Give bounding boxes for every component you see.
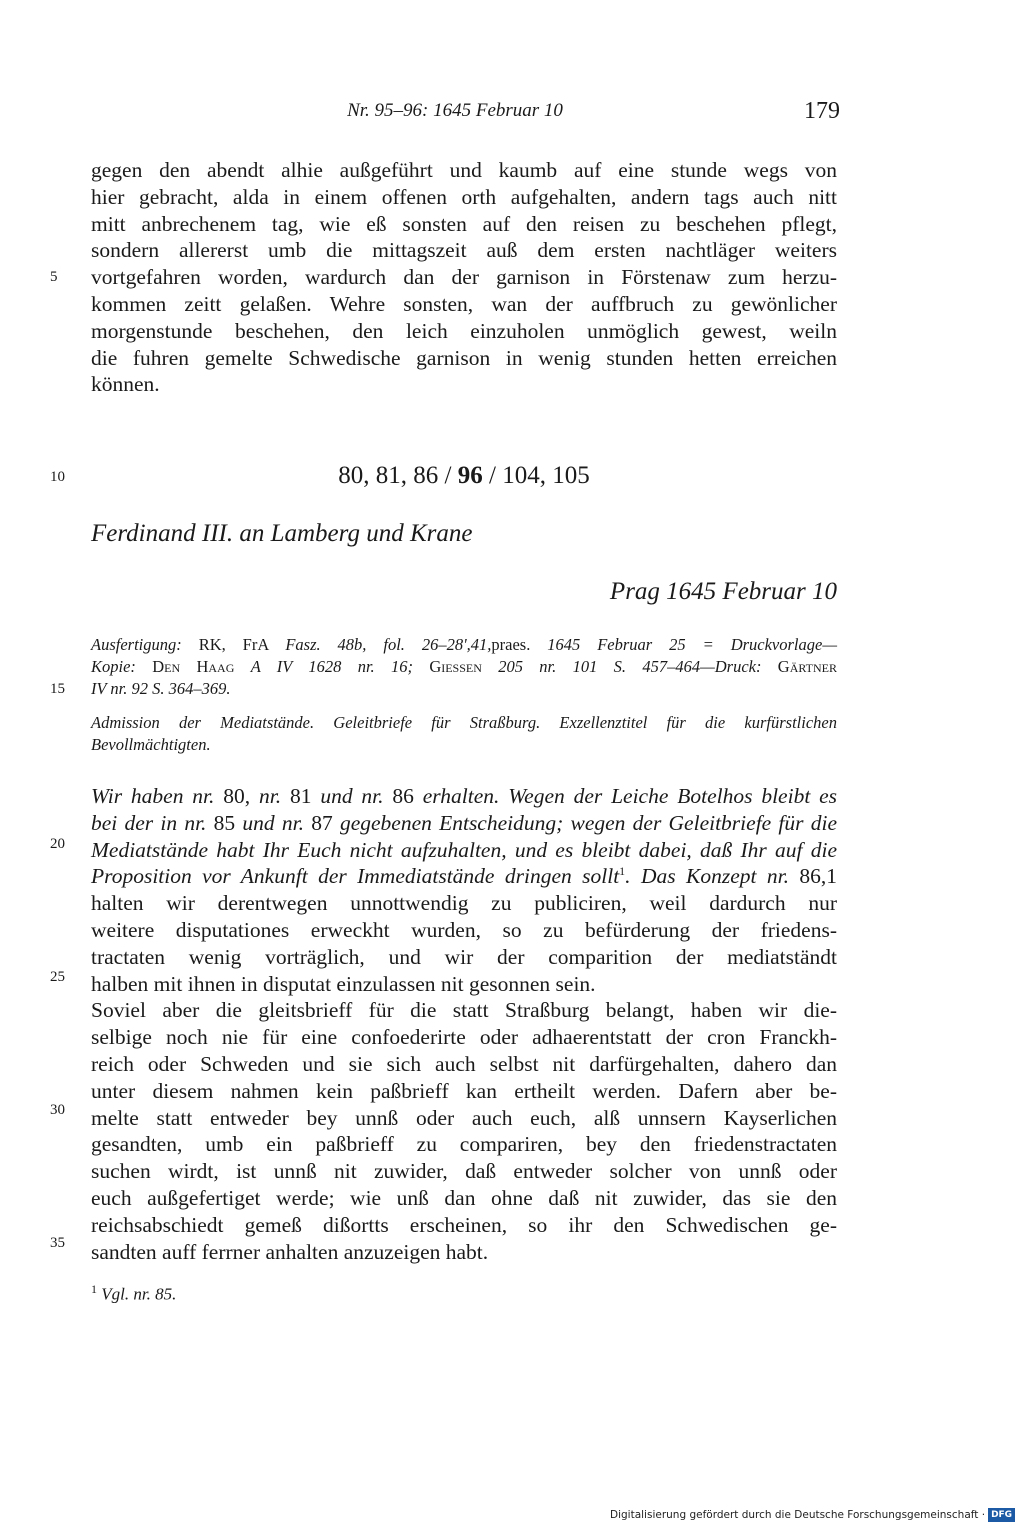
body-text: nr. [259,784,282,808]
summary-line: Admission der Mediatstände. Geleitbriefe für Straßburg. Exzellenztitel für die kurfürstlichen [91,713,837,732]
body-text: 81 [281,784,321,808]
credit-text: Digitalisierung gefördert durch die Deutsche Forschungsgemeinschaft · [610,1509,986,1521]
meta-text: A IV 1628 nr. 16; [250,657,413,676]
body-line [91,810,837,837]
meta-text: praes. [491,635,531,654]
body-text: und nr. [242,810,304,835]
footnote-mark: 1 [91,1282,97,1296]
metadata-line [91,656,837,678]
body-text: gegebenen Entscheidung; wegen der Geleitbriefe für die [339,810,838,835]
metadata-line: IV nr. 92 S. 364–369. [91,679,231,698]
meta-text: 205 nr. 101 S. 457–464—Druck: [498,657,762,676]
text-line: die fuhren gemelte Schwedische garnison in wenig stunden hetten erreichen [91,345,837,370]
text-line: können. [91,372,160,397]
text-line: mitt anbrechenem tag, wie eß sonsten auf den reisen zu beschehen pflegt, [91,211,837,236]
body-line: weitere disputationes erweckht wurden, so zu befürderung der friedens- [91,917,837,942]
body-text: erhalten. Wegen der Leiche Botelhos bleibt es [422,784,838,808]
meta-label: Kopie: [91,657,136,676]
body-text: 86,1 [788,864,837,889]
document-body [91,783,837,1265]
body-line: unter diesem nahmen kein paßbrieff kan ertheilt werden. Dafern aber be- [91,1078,837,1103]
document-crossref [91,462,837,490]
body-text: . Das Konzept nr. [625,864,789,889]
body-text: und nr. [320,784,384,808]
meta-text: RK, FrA [181,635,286,654]
body-text: 87 [303,810,340,835]
body-text: Proposition vor Ankunft der Immediatstände dringen sollt [91,864,620,889]
body-text: 85 [206,810,243,835]
document-date: Prag 1645 Februar 10 [609,578,837,605]
body-line: reichsabschiedt gemeß dißortts erscheinen, so ihr den Schwedischen ge- [91,1212,837,1237]
meta-archive: Giessen [413,657,499,676]
text-line: morgenstunde beschehen, den leich einzuholen unmöglich gewest, weiln [91,318,837,343]
line-number: 30 [50,1102,65,1118]
text-line: sondern allererst umb die mittagszeit auß dem ersten nachtläger weiters [91,238,837,263]
footnote-reference[interactable]: 1 [619,864,626,879]
body-line [91,863,837,890]
text-line: hier gebracht, alda in einem offenen orth aufgehalten, andern tags auch nitt [91,184,837,209]
dfg-logo-icon: DFG [988,1508,1015,1522]
meta-text: 1645 Februar 25 = Druckvorlage— [530,635,837,654]
body-text: 86 [383,784,423,808]
crossref-after: / 104, 105 [482,462,590,489]
body-line: halten wir derentwegen unnottwendig zu publiciren, weil dardurch nur [91,891,837,916]
line-number: 15 [50,681,65,697]
body-text: Wir haben nr. [91,784,215,808]
footnote [91,1282,176,1305]
text-line: vortgefahren worden, wardurch dan der garnison in Förstenaw zum herzu- [91,265,837,290]
summary-line: Bevollmächtigten. [91,735,211,754]
body-text: 80, [214,784,259,808]
line-number: 10 [50,469,65,485]
line-number: 35 [50,1235,65,1251]
body-line: halben mit ihnen in disputat einzulassen nit gesonnen sein. [91,971,596,996]
body-line: Soviel aber die gleitsbrieff für die statt Straßburg belangt, haben wir die- [91,998,837,1023]
line-number: 20 [50,836,65,852]
digitization-credit [610,1506,1013,1525]
footnote-text: Vgl. nr. 85. [101,1284,177,1304]
body-line: melte statt entweder bey unnß oder auch euch, alß unnsern Kayserlichen [91,1105,837,1130]
body-line: reich oder Schweden und sie sich auch selbst nit darfürgehalten, dahero dan [91,1051,837,1076]
meta-archive: Den Haag [135,657,251,676]
line-number: 5 [50,269,58,285]
body-line: euch außgefertiget werde; wie unß dan ohne daß nit zuwider, das sie den [91,1185,837,1210]
crossref-before: 80, 81, 86 / [338,462,458,489]
body-line: tractaten wenig vorträglich, und wir der comparition der mediatständt [91,944,837,969]
body-line [91,783,837,810]
metadata-line [91,634,837,656]
body-line: suchen wirdt, ist unnß nit zuwider, daß entweder solcher von unnß oder [91,1159,837,1184]
meta-text: Fasz. 48b, fol. 26–28',41, [285,635,492,654]
crossref-current: 96 [457,462,483,489]
meta-archive: Gärtner [761,657,837,676]
document-summary [91,712,837,756]
text-line: gegen den abendt alhie außgeführt und kaumb auf eine stunde wegs von [91,158,837,182]
running-head: Nr. 95–96: 1645 Februar 10 [347,100,563,121]
body-line: Mediatstände habt Ihr Euch nicht aufzuhalten, und es bleibt dabei, daß Ihr auf die [91,837,837,862]
page-number: 179 [804,98,840,124]
source-metadata [91,634,837,700]
body-text: bei der in nr. [91,810,207,835]
document-title: Ferdinand III. an Lamberg und Krane [91,520,473,547]
meta-label: Ausfertigung: [91,635,182,654]
line-number: 25 [50,969,65,985]
body-line: selbige noch nie für eine confoederirte oder adhaerentstatt der cron Franckh- [91,1025,837,1050]
body-line: gesandten, umb ein paßbrieff zu compariren, bey den friedenstractaten [91,1132,837,1157]
text-line: kommen zeitt gelaßen. Wehre sonsten, wan der auffbruch zu gewönlicher [91,291,837,316]
continuation-paragraph [91,157,837,398]
body-line: sandten auff ferrner anhalten anzuzeigen habt. [91,1239,489,1264]
